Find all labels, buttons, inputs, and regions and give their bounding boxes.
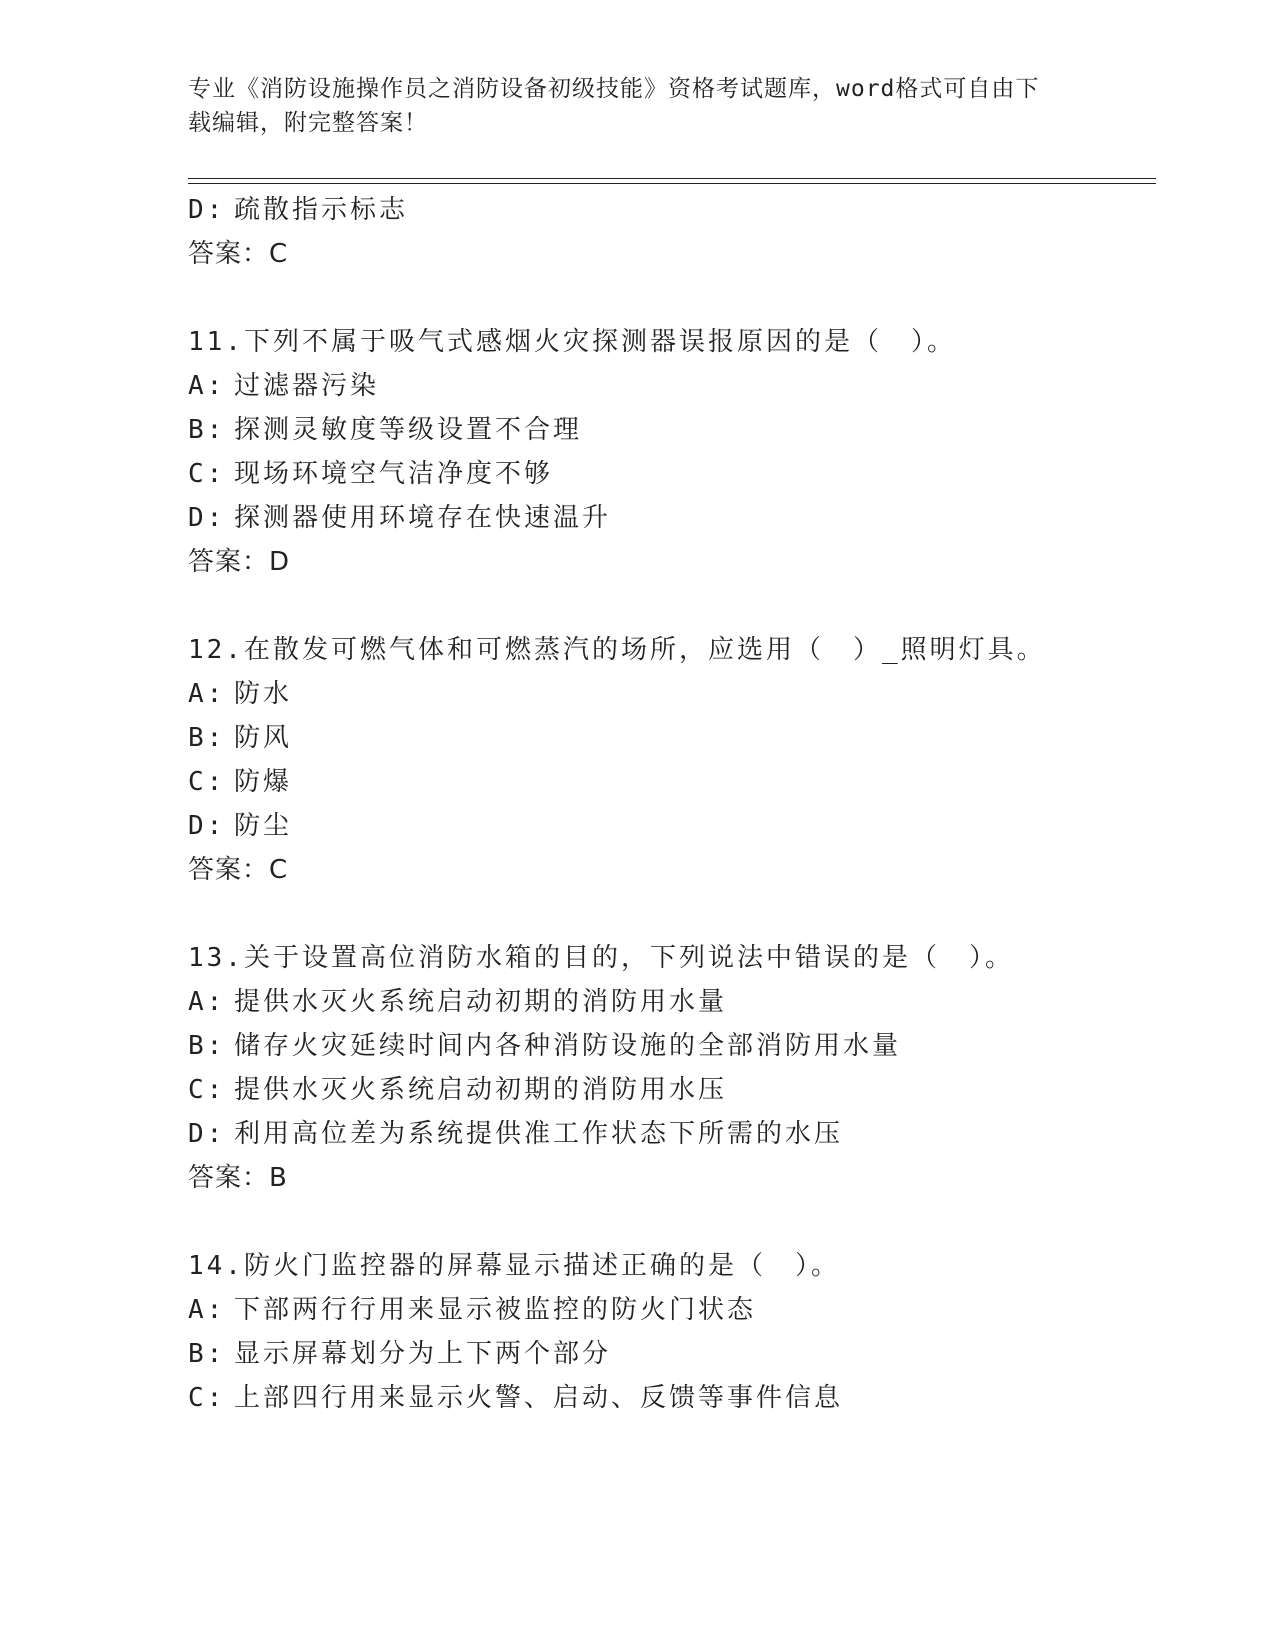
option-line: A: 过滤器污染 [188,371,380,401]
option-line: C: 防爆 [188,767,293,797]
option-line: D: 防尘 [188,811,293,841]
answer-line: 答案：C [188,239,289,269]
option-line: C: 现场环境空气洁净度不够 [188,459,554,489]
header-line-2: 载编辑，附完整答案！ [188,110,428,136]
header-line-1: 专业《消防设施操作员之消防设备初级技能》资格考试题库，word格式可自由下 [188,76,1040,102]
option-line: D: 疏散指示标志 [188,195,409,225]
question-stem: 14.防火门监控器的屏幕显示描述正确的是（ ）。 [188,1251,840,1281]
option-line: B: 防风 [188,723,293,753]
option-line: B: 探测灵敏度等级设置不合理 [188,415,583,445]
question-stem: 11.下列不属于吸气式感烟火灾探测器误报原因的是（ ）。 [188,327,956,357]
option-line: B: 储存火灾延续时间内各种消防设施的全部消防用水量 [188,1031,902,1061]
header-divider-top [188,178,1156,179]
option-line: C: 提供水灭火系统启动初期的消防用水压 [188,1075,728,1105]
question-stem: 13.关于设置高位消防水箱的目的，下列说法中错误的是（ ）。 [188,943,1014,973]
option-line: B: 显示屏幕划分为上下两个部分 [188,1339,612,1369]
option-line: A: 防水 [188,679,293,709]
answer-line: 答案：C [188,855,289,885]
header-divider-bottom [188,183,1156,184]
answer-line: 答案：D [188,547,291,577]
answer-line: 答案：B [188,1163,288,1193]
option-line: A: 下部两行行用来显示被监控的防火门状态 [188,1295,757,1325]
option-line: C: 上部四行用来显示火警、启动、反馈等事件信息 [188,1383,844,1413]
option-line: D: 利用高位差为系统提供准工作状态下所需的水压 [188,1119,844,1149]
option-line: A: 提供水灭火系统启动初期的消防用水量 [188,987,728,1017]
document-header [188,72,1088,140]
question-stem: 12.在散发可燃气体和可燃蒸汽的场所，应选用（ ）_照明灯具。 [188,635,1046,665]
option-line: D: 探测器使用环境存在快速温升 [188,503,612,533]
